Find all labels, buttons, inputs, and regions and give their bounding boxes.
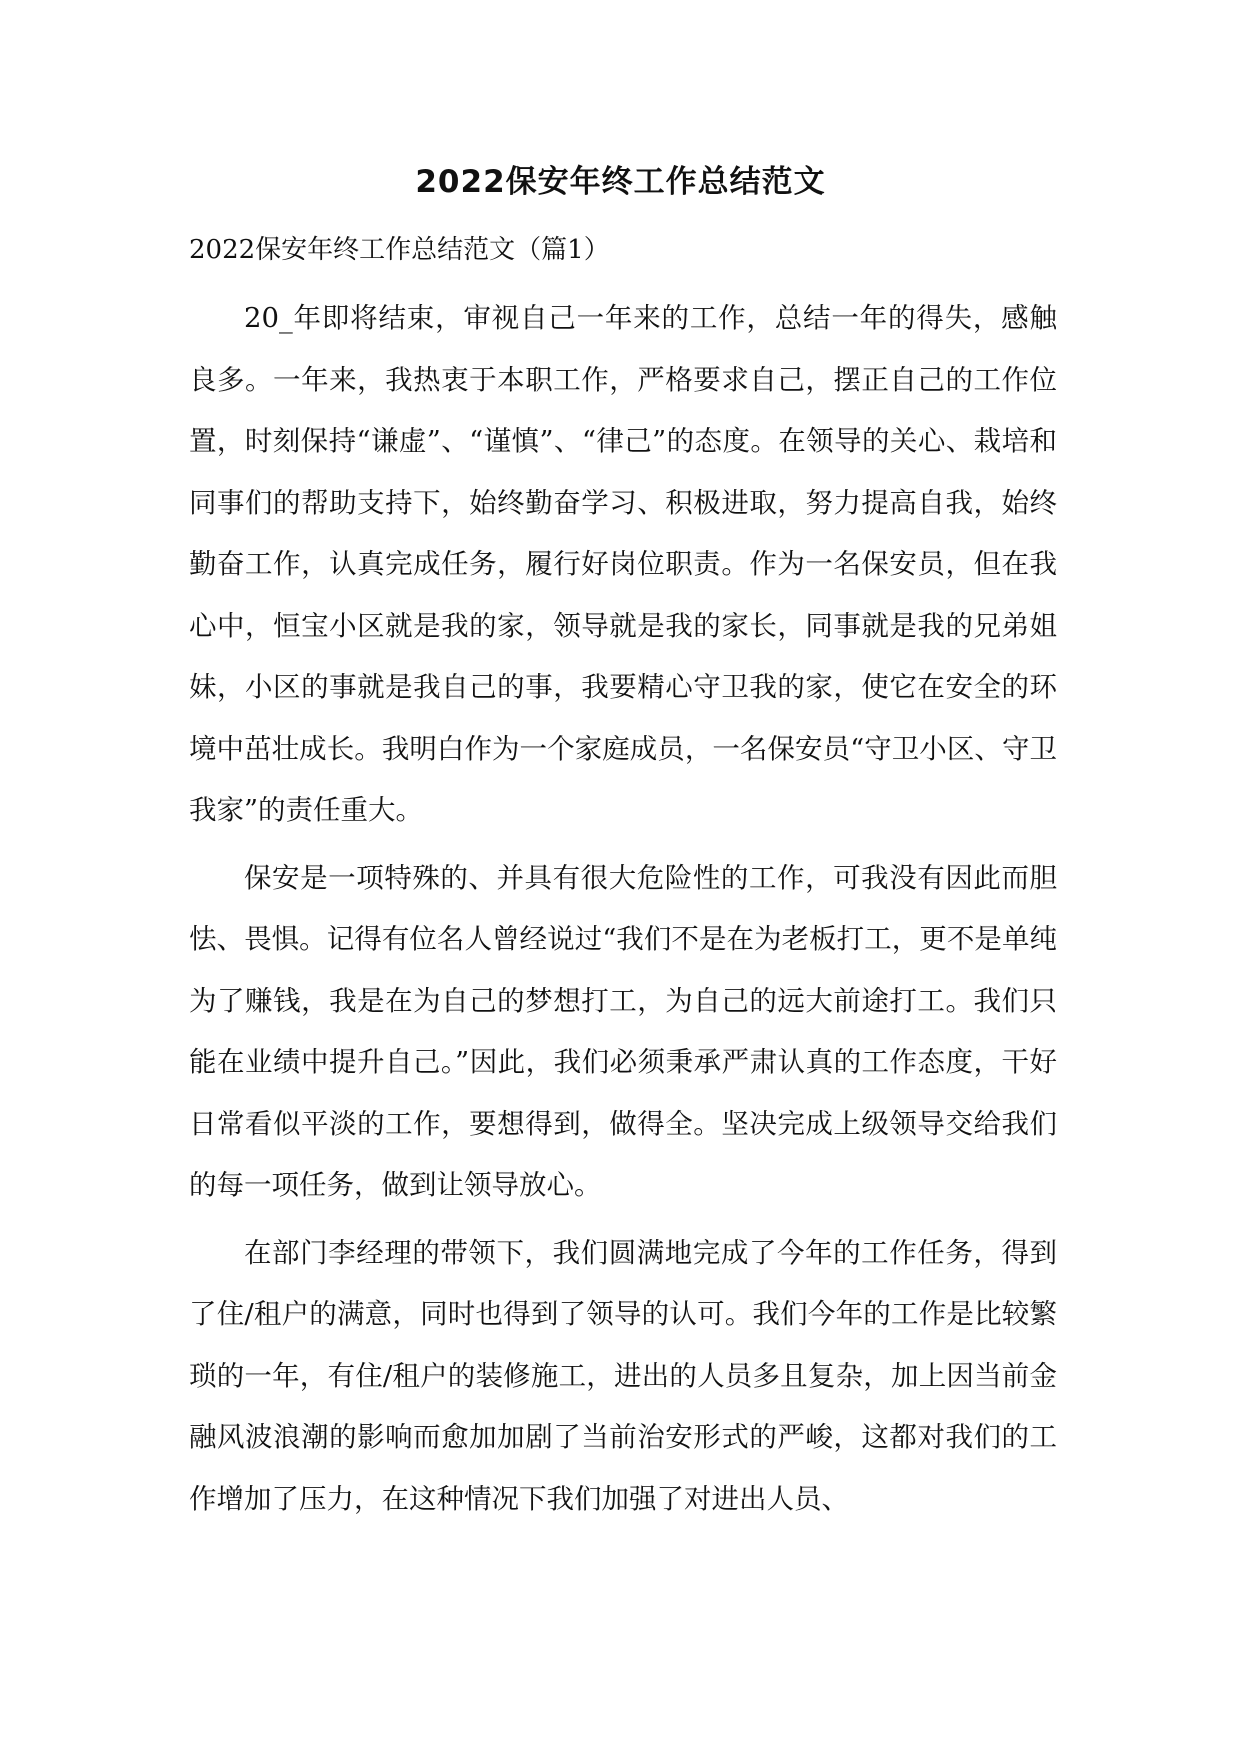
document-title: 2022保安年终工作总结范文 [415,164,826,200]
document-body [189,288,1057,1536]
paragraph: 在部门李经理的带领下，我们圆满地完成了今年的工作任务，得到了住/租户的满意，同时也得到了领导的认可。我们今年的工作是比较繁琐的一年，有住/租户的装修施工，进出的人员多且复杂，加上因当前金融风波浪潮的影响而愈加加剧了当前治安形式的严峻，这都对我们的工作增加了压力，在这种情况下我们加强了对进出人员、 [189,1236,1057,1515]
section-subtitle: 2022保安年终工作总结范文（篇1） [189,235,610,265]
paragraph: 20_年即将结束，审视自己一年来的工作，总结一年的得失，感触良多。一年来，我热衷于本职工作，严格要求自己，摆正自己的工作位置，时刻保持“谦虚”、“谨慎”、“律己”的态度。在领导的关心、栽培和同事们的帮助支持下，始终勤奋学习、积极进取，努力提高自我，始终勤奋工作，认真完成任务，履行好岗位职责。作为一名保安员，但在我心中，恒宝小区就是我的家，领导就是我的家长，同事就是我的兄弟姐妹，小区的事就是我自己的事，我要精心守卫我的家，使它在安全的环境中茁壮成长。我明白作为一个家庭成员，一名保安员“守卫小区、守卫我家”的责任重大。 [189,302,1057,826]
paragraph: 保安是一项特殊的、并具有很大危险性的工作，可我没有因此而胆怯、畏惧。记得有位名人曾经说过“我们不是在为老板打工，更不是单纯为了赚钱，我是在为自己的梦想打工，为自己的远大前途打工。我们只能在业绩中提升自己。”因此，我们必须秉承严肃认真的工作态度，干好日常看似平淡的工作，要想得到，做得全。坚决完成上级领导交给我们的每一项任务，做到让领导放心。 [189,861,1057,1201]
